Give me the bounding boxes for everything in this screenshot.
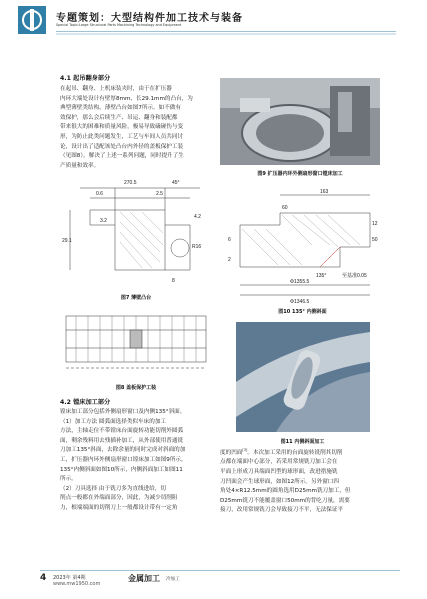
text-line: 带来很大的困难和质量风险，极易导致磕碰伤与变: [60, 124, 184, 131]
header-rule: [56, 31, 396, 32]
text-line: D25mm铣刀不能覆盖窗口50mm的背吃刀量，需要: [220, 497, 350, 504]
figure-7-caption: 图7 薄壁凸台: [120, 295, 152, 301]
figure-8-drawing: [60, 308, 212, 374]
fig7-dim-label: 29.1: [62, 238, 72, 244]
text-line: 典型薄壁类结构，薄壁凸台如图7所示。如不做有: [60, 105, 182, 112]
paragraph-4-1: [60, 85, 212, 171]
text-line-rest: 。本次加工采用的台面旋转铣削其切削: [247, 449, 343, 456]
text-line: （2）刀具选择 由于铣刀多为直线进给，切: [60, 485, 167, 492]
fig7-dim-label: R16: [192, 244, 202, 250]
figure-7-drawing: [60, 170, 212, 290]
text-line: 论，设计出了适配该处凸台内外径的盖板保护工装: [60, 143, 184, 150]
text-line: 135°内侧斜面如图10所示，内侧斜面加工如图11: [60, 466, 183, 473]
text-line: 镗床加工部分包括外侧扇形窗口及内侧135°斜面。: [60, 409, 186, 415]
fig7-dim-label: 0.6: [96, 191, 103, 197]
header-logo-icon: [18, 6, 46, 34]
footer-magazine: 金属加工: [128, 573, 160, 583]
fig10-dim-label: 至基准0.05: [342, 273, 367, 279]
text-line: 面，剩余残料用去残插补加工，从外部使用普通铣: [60, 437, 184, 444]
paragraph-4-2: [60, 408, 212, 514]
text-line: 角处4×R12.5mm的圆角选用D25mm铣刀加工，但: [220, 488, 351, 495]
figure-9-photo: [220, 78, 380, 165]
fig7-dim-label: 8: [172, 278, 175, 284]
fig10-dim-label: 6: [228, 237, 231, 243]
text-line: 形，为防止此类问题发生，工艺与车间人员共同讨: [60, 133, 184, 140]
text-line: 削点一般都在外端面部分，因此，为减少切削阻: [60, 495, 178, 502]
fig10-dim-label: 60: [282, 205, 288, 211]
fig7-dim-label: 270.5: [124, 180, 137, 186]
text-line: 力，根端端面的切削刀上一般都设计带有一定角: [60, 504, 178, 511]
fig7-dim-label: 4.2: [194, 214, 201, 220]
fig10-dim-label: 12: [372, 221, 378, 227]
text-line: 效保护，那么会后续生产、吊运、翻身和装配都: [60, 114, 178, 121]
section-title-4-2: 4.2 镗床加工部分: [60, 399, 111, 406]
text-line: 工，扩压器内环外侧扇形窗口镗床加工如图9所示，: [60, 456, 187, 463]
text-line: 平面上形成刀具端面凹型的球形面，改进措施铣: [220, 469, 338, 476]
fig10-dim-label: 2: [228, 257, 231, 263]
figure-10-drawing: [220, 185, 385, 305]
fig10-dim-label: 135°: [316, 273, 327, 279]
figure-11-photo: [236, 322, 370, 432]
text-line: [220, 446, 384, 458]
text-line: 刀加工135°斜面，去除余量的同时完成对斜面的加: [60, 447, 186, 454]
footer-url[interactable]: www.mw1950.com: [53, 581, 101, 587]
text-line: 接刀，改用常规铣刀会导致接刀不平，无法保证平: [220, 507, 344, 514]
text-line: 刀凹面会产生球形面，如图12所示。另外窗口四: [220, 478, 339, 485]
page-number: 4: [40, 573, 47, 583]
text-line: 点都在端面中心部分，若采用常规铣刀加工会在: [220, 459, 338, 466]
text-line: （见图8），解决了上述一系列问题，同时提升了生: [60, 153, 184, 160]
text-line: 所示。: [60, 476, 77, 483]
fig10-dim-label: 50: [372, 237, 378, 243]
fig7-dim-label: 3.2: [100, 218, 107, 224]
text-line-start: 度的凹面: [220, 449, 243, 456]
fig7-dim-label: 2.5: [156, 191, 163, 197]
figure-9-caption: 图9 扩压器内环外侧扇形窗口镗床加工: [257, 171, 343, 177]
fig10-dim-label: Φ1355.5: [290, 279, 310, 285]
header-subtitle: Special Topic:Large Structural Parts Machining Technology and Equipment: [56, 23, 182, 27]
paragraph-right: [220, 446, 384, 516]
text-line: 产质量和效率。: [60, 162, 100, 169]
footer-magazine-sub: 冷加工: [166, 577, 180, 582]
fig10-dim-label: Φ1346.5: [290, 299, 310, 305]
footer-issue: 2023年 第4期: [53, 575, 86, 581]
text-line: 内环大端处设计有壁厚8mm、长29.1mm的凸台，为: [60, 95, 193, 102]
figure-8-caption: 图8 盖板保护工装: [115, 385, 157, 391]
text-line: 方法，主轴走位不带镗床台面旋转功能切削外圆弧: [60, 428, 184, 435]
fig10-dim-label: 163: [320, 189, 329, 195]
header-title: 专题策划：大型结构件加工技术与装备: [56, 13, 243, 24]
fig7-dim-label: 45°: [172, 180, 180, 186]
citation-ref[interactable]: [3]: [242, 448, 248, 452]
header-rule-light: [56, 33, 396, 35]
footer-rule: [40, 570, 400, 571]
figure-10-caption: 图10 135° 内侧斜面: [278, 309, 327, 315]
text-line: 在起吊、翻身、上机床装夹时，由于在扩压器: [60, 86, 172, 92]
section-title-4-1: 4.1 起吊翻身部分: [60, 75, 111, 82]
figure-11-caption: 图11 内侧斜面加工: [280, 439, 325, 445]
text-line: （1）加工方法 圆弧面选择类似车床的加工: [60, 418, 167, 425]
